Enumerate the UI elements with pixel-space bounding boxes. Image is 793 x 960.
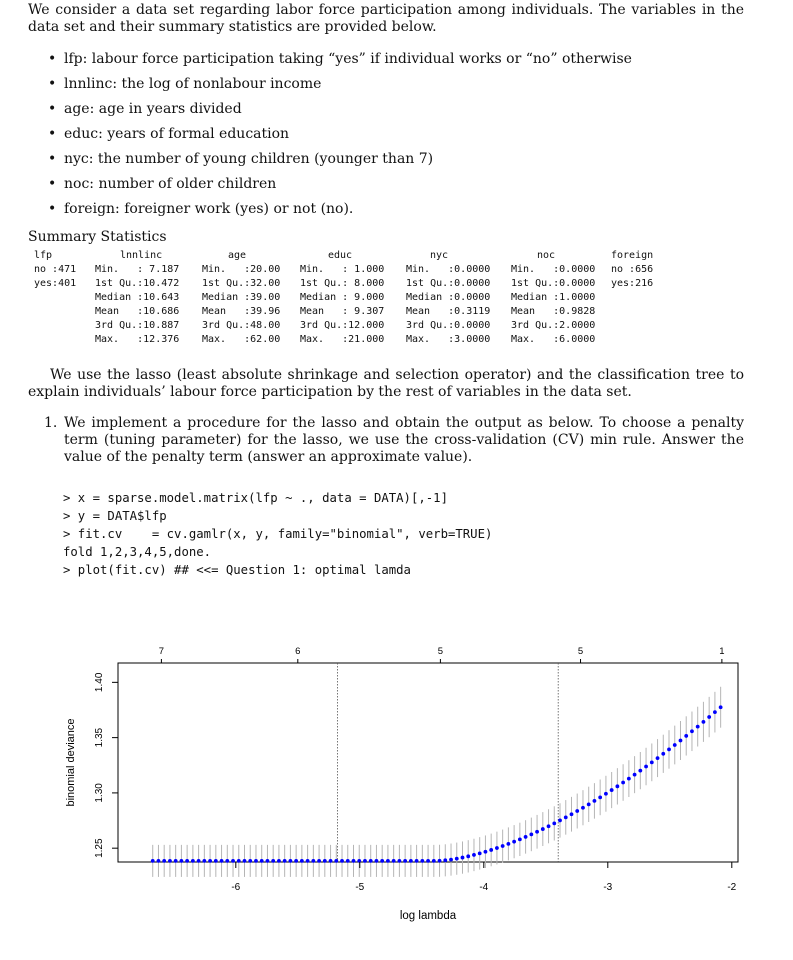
stat-cell-educ: 3rd Qu.:12.000 <box>300 320 385 331</box>
stat-cell-age: 1st Qu.:32.00 <box>202 278 281 289</box>
question-text: We implement a procedure for the lasso and obtain the output as below. To choose a penalty term (tuning parameter) for the lasso, we use the cross-validation (CV) min rule. Answer the value of the penalty term (answer an approximate value). <box>64 415 744 465</box>
x-axis-label: log lambda <box>399 910 457 922</box>
data-point <box>524 835 528 839</box>
stat-cell-nyc: 3rd Qu.:0.0000 <box>406 320 491 331</box>
x-tick-label: -5 <box>355 882 365 893</box>
stat-cell-lnnlinc: Min. : 7.187 <box>95 264 180 275</box>
column-header-age: age <box>228 250 247 261</box>
list-item <box>48 150 632 175</box>
x-tick-label: -2 <box>727 882 737 893</box>
bullet-icon: • <box>48 176 57 192</box>
stat-cell-nyc: Mean :0.3119 <box>406 306 491 317</box>
stat-cell-lnnlinc: Mean :10.686 <box>95 306 180 317</box>
data-point <box>254 859 258 863</box>
stat-cell-age: Min. :20.00 <box>202 264 281 275</box>
data-point <box>449 858 453 862</box>
stat-cell-educ: Max. :21.000 <box>300 334 385 345</box>
data-point <box>489 848 493 852</box>
y-axis-label: binomial deviance <box>65 718 77 807</box>
data-point <box>283 859 287 863</box>
data-point <box>363 859 367 863</box>
data-point <box>352 859 356 863</box>
top-tick-label: 1 <box>719 646 725 657</box>
intro-paragraph: We consider a data set regarding labor force participation among individuals. The variables in the data set and their summary statistics are provided below. <box>28 2 744 35</box>
data-point <box>719 705 723 709</box>
lasso-paragraph: We use the lasso (least absolute shrinkage and selection operator) and the classification tree to explain individuals’ labour force participation by the rest of variables in the data set. <box>28 367 744 400</box>
stat-cell-lfp: yes:401 <box>34 278 77 289</box>
x-tick-label: -4 <box>479 882 489 893</box>
stat-cell-noc: Mean :0.9828 <box>511 306 596 317</box>
data-point <box>587 802 591 806</box>
data-point <box>484 850 488 854</box>
y-tick-label: 1.35 <box>94 727 105 748</box>
data-point <box>174 859 178 863</box>
y-tick-label: 1.40 <box>94 672 105 693</box>
data-point <box>644 765 648 769</box>
variable-description: educ: years of formal education <box>64 126 290 142</box>
variable-list <box>48 50 632 225</box>
variable-description: lfp: labour force participation taking “yes” if individual works or “no” otherwise <box>64 51 632 67</box>
data-point <box>288 859 292 863</box>
list-item <box>48 125 632 150</box>
data-point <box>633 773 637 777</box>
data-point <box>472 853 476 857</box>
data-point <box>610 788 614 792</box>
code-block <box>63 489 492 579</box>
data-point <box>334 859 338 863</box>
stat-cell-age: Median :39.00 <box>202 292 281 303</box>
list-item <box>48 75 632 100</box>
bullet-icon: • <box>48 76 57 92</box>
data-point <box>529 832 533 836</box>
stat-cell-nyc: Min. :0.0000 <box>406 264 491 275</box>
data-point <box>478 851 482 855</box>
list-item <box>48 200 632 225</box>
data-point <box>684 734 688 738</box>
x-tick-label: -3 <box>603 882 613 893</box>
data-point <box>547 824 551 828</box>
data-point <box>615 784 619 788</box>
data-point <box>604 792 608 796</box>
data-point <box>552 821 556 825</box>
data-point <box>627 777 631 781</box>
data-point <box>621 781 625 785</box>
data-point <box>380 859 384 863</box>
data-point <box>438 859 442 863</box>
data-point <box>581 806 585 810</box>
data-point <box>466 854 470 858</box>
column-header-nyc: nyc <box>430 250 449 261</box>
data-point <box>369 859 373 863</box>
column-header-noc: noc <box>537 250 556 261</box>
stat-cell-nyc: Max. :3.0000 <box>406 334 491 345</box>
top-tick-label: 5 <box>577 646 584 657</box>
stat-cell-nyc: Median :0.0000 <box>406 292 491 303</box>
data-point <box>707 715 711 719</box>
data-point <box>679 739 683 743</box>
code-line: fold 1,2,3,4,5,done. <box>63 545 212 559</box>
variable-description: lnnlinc: the log of nonlabour income <box>64 76 322 92</box>
stat-cell-foreign: yes:216 <box>611 278 654 289</box>
stat-cell-educ: Mean : 9.307 <box>300 306 385 317</box>
data-point <box>346 859 350 863</box>
stat-cell-educ: 1st Qu.: 8.000 <box>300 278 385 289</box>
stat-cell-age: Max. :62.00 <box>202 334 281 345</box>
y-tick-label: 1.30 <box>94 783 105 803</box>
variable-description: foreign: foreigner work (yes) or not (no). <box>64 201 354 217</box>
data-point <box>638 769 642 773</box>
data-point <box>151 859 155 863</box>
data-point <box>248 859 252 863</box>
data-point <box>300 859 304 863</box>
data-point <box>403 859 407 863</box>
variable-description: nyc: the number of young children (younger than 7) <box>64 151 434 167</box>
data-point <box>266 859 270 863</box>
stat-cell-foreign: no :656 <box>611 264 654 275</box>
stat-cell-lnnlinc: Max. :12.376 <box>95 334 180 345</box>
data-point <box>426 859 430 863</box>
data-point <box>512 840 516 844</box>
bullet-icon: • <box>48 51 57 67</box>
data-point <box>541 827 545 831</box>
data-point <box>432 859 436 863</box>
summary-heading: Summary Statistics <box>28 229 167 245</box>
data-point <box>225 859 229 863</box>
data-point <box>231 859 235 863</box>
stat-cell-noc: Median :1.0000 <box>511 292 596 303</box>
variable-description: age: age in years divided <box>64 101 242 117</box>
data-point <box>558 819 562 823</box>
column-header-foreign: foreign <box>611 250 654 261</box>
stat-cell-lnnlinc: 1st Qu.:10.472 <box>95 278 180 289</box>
summary-statistics-table <box>0 250 793 356</box>
data-point <box>157 859 161 863</box>
data-point <box>243 859 247 863</box>
data-point <box>271 859 275 863</box>
stat-cell-educ: Median : 9.000 <box>300 292 385 303</box>
data-point <box>237 859 241 863</box>
code-line: > y = DATA$lfp <box>63 509 167 523</box>
data-point <box>495 846 499 850</box>
data-point <box>461 856 465 860</box>
data-point <box>208 859 212 863</box>
column-header-educ: educ <box>328 250 353 261</box>
data-point <box>294 859 298 863</box>
data-point <box>202 859 206 863</box>
stat-cell-noc: Min. :0.0000 <box>511 264 596 275</box>
data-point <box>386 859 390 863</box>
top-tick-label: 7 <box>158 646 165 657</box>
data-point <box>317 859 321 863</box>
data-point <box>329 859 333 863</box>
data-point <box>506 842 510 846</box>
stat-cell-age: Mean :39.96 <box>202 306 281 317</box>
stat-cell-lnnlinc: Median :10.643 <box>95 292 180 303</box>
list-item <box>48 50 632 75</box>
data-point <box>409 859 413 863</box>
data-point <box>197 859 201 863</box>
question-1 <box>44 415 744 466</box>
column-header-lnnlinc: lnnlinc <box>120 250 163 261</box>
data-point <box>323 859 327 863</box>
code-line: > plot(fit.cv) ## <<= Question 1: optimal lamda <box>63 563 411 577</box>
data-point <box>443 858 447 862</box>
plot-frame <box>118 663 738 862</box>
data-point <box>564 815 568 819</box>
data-point <box>191 859 195 863</box>
question-number: 1. <box>44 415 58 431</box>
data-point <box>570 812 574 816</box>
data-point <box>260 859 264 863</box>
stat-cell-noc: 3rd Qu.:2.0000 <box>511 320 596 331</box>
data-point <box>162 859 166 863</box>
stat-cell-nyc: 1st Qu.:0.0000 <box>406 278 491 289</box>
data-point <box>593 799 597 803</box>
stat-cell-lnnlinc: 3rd Qu.:10.887 <box>95 320 180 331</box>
stat-cell-noc: 1st Qu.:0.0000 <box>511 278 596 289</box>
data-point <box>518 837 522 841</box>
data-point <box>696 725 700 729</box>
data-point <box>311 859 315 863</box>
data-point <box>650 760 654 764</box>
data-point <box>220 859 224 863</box>
data-point <box>168 859 172 863</box>
data-point <box>661 752 665 756</box>
stat-cell-age: 3rd Qu.:48.00 <box>202 320 281 331</box>
data-point <box>214 859 218 863</box>
data-point <box>690 729 694 733</box>
data-point <box>673 743 677 747</box>
stat-cell-lfp: no :471 <box>34 264 77 275</box>
data-point <box>277 859 281 863</box>
data-point <box>575 809 579 813</box>
bullet-icon: • <box>48 201 57 217</box>
data-point <box>306 859 310 863</box>
data-point <box>598 795 602 799</box>
data-point <box>501 844 505 848</box>
bullet-icon: • <box>48 101 57 117</box>
column-header-lfp: lfp <box>34 250 53 261</box>
stat-cell-noc: Max. :6.0000 <box>511 334 596 345</box>
data-point <box>455 857 459 861</box>
stat-cell-educ: Min. : 1.000 <box>300 264 385 275</box>
top-tick-label: 5 <box>437 646 444 657</box>
bullet-icon: • <box>48 151 57 167</box>
data-point <box>180 859 184 863</box>
data-point <box>340 859 344 863</box>
data-point <box>535 830 539 834</box>
list-item <box>48 175 632 200</box>
top-tick-label: 6 <box>295 646 301 657</box>
y-tick-label: 1.25 <box>94 838 105 858</box>
data-point <box>420 859 424 863</box>
data-point <box>667 748 671 752</box>
bullet-icon: • <box>48 126 57 142</box>
data-point <box>357 859 361 863</box>
data-point <box>656 756 660 760</box>
x-tick-label: -6 <box>231 882 241 893</box>
data-point <box>713 710 717 714</box>
cv-deviance-plot <box>0 640 793 930</box>
data-point <box>185 859 189 863</box>
variable-description: noc: number of older children <box>64 176 277 192</box>
data-point <box>702 720 706 724</box>
code-line: > fit.cv = cv.gamlr(x, y, family="binomial", verb=TRUE) <box>63 527 493 541</box>
data-point <box>375 859 379 863</box>
data-point <box>415 859 419 863</box>
code-line: > x = sparse.model.matrix(lfp ~ ., data = DATA)[,-1] <box>63 491 448 505</box>
data-point <box>392 859 396 863</box>
data-point <box>397 859 401 863</box>
list-item <box>48 100 632 125</box>
